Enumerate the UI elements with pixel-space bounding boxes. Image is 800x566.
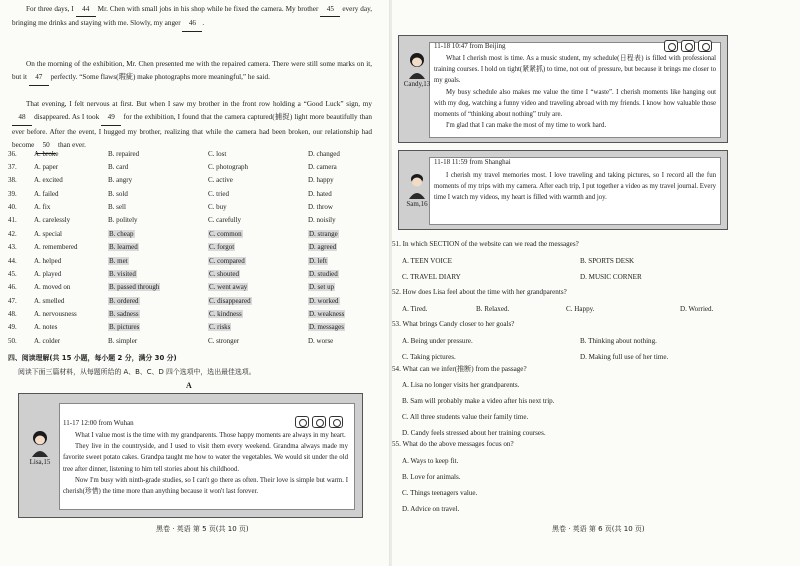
option-cell [308,190,378,198]
message-body [434,170,716,204]
option-cell [8,176,34,184]
option-d[interactable]: D. happy [308,176,334,185]
option-c[interactable]: C. photograph [208,163,249,172]
option-b[interactable]: B. cheap [109,229,134,238]
option-cell [34,190,108,198]
option-c[interactable]: C. went away [209,283,248,292]
option-d[interactable]: D. changed [308,149,340,158]
like-icon[interactable] [295,416,309,428]
answer-option-a[interactable]: A. Ways to keep fit. [402,457,459,465]
option-cell [8,257,34,265]
option-cell [208,297,308,305]
option-cell [208,283,308,291]
option-b[interactable]: B. repaired [108,149,140,158]
option-cell [108,337,208,345]
option-c[interactable]: C. risks [209,323,231,332]
option-c[interactable]: C. forgot [209,243,235,252]
question-number: 44. [8,256,17,265]
passage-letter: A [186,381,192,390]
question-number: 37. [8,163,17,172]
option-c[interactable]: C. stronger [208,336,240,345]
option-d[interactable]: D. agreed [309,243,337,252]
option-a[interactable]: A. played [34,269,62,278]
message-header: 11-18 10:47 from Beijing [434,42,506,50]
option-cell [108,163,208,171]
option-cell [308,216,378,224]
question-stem: 52. How does Lisa feel about the time with her grandparents? [392,288,567,296]
message-actions [664,40,712,52]
option-cell [108,310,208,318]
option-cell [208,310,308,318]
question-stem: 55. What do the above messages focus on? [392,440,514,448]
profile-name: Candy,13 [403,80,431,88]
answer-option-c[interactable]: C. All three students value their family time. [402,413,529,421]
answer-option-b[interactable]: B. Sam will probably make a video after his next trip. [402,397,555,405]
option-cell [308,283,378,291]
option-cell [34,243,108,251]
page-footer-left: 黑卷 · 英语 第 5 页(共 10 页) [156,525,249,533]
text: than ever. [56,141,86,150]
question-number: 50. [8,336,17,345]
option-d[interactable]: D. messages [309,323,344,332]
message-header: 11-17 12:00 from Wuhan [63,419,134,427]
message-paragraph: My busy schedule also makes me value the time I “waste”. I cherish moments like hanging out with my dog, watching a funny video and traveling abroad with my friends. I know how valuable those moments of “thinking about nothing” truly are. [434,88,716,119]
option-d[interactable]: D. noisily [308,216,336,225]
option-cell [108,243,208,251]
message-paragraph: What I cherish most is time. As a music student, my schedule(日程表) is filled with professional training courses. I hold on tight(紧紧抓) to time, not out of pressure, but because it brings me closer to my goals. [434,55,716,85]
option-row [8,147,378,160]
option-a[interactable]: A. carelessly [34,216,71,225]
question-number: 39. [8,189,17,198]
message-paragraph: What I value most is the time with my grandparents. Those happy moments are always in my heart. [75,432,346,439]
text: every day, bringing me drinks and staying with me. Slowly, my anger [12,5,373,28]
option-row [8,187,378,200]
answer-option-b[interactable]: B. SPORTS DESK [580,257,635,265]
option-cell [34,270,108,278]
person-icon [405,52,429,80]
option-cell [308,243,378,251]
answer-option-d[interactable]: D. Worried. [680,305,714,313]
option-row [8,334,378,347]
answer-option-b[interactable]: B. Love for animals. [402,473,461,481]
text: On the morning of the exhibition, Mr. Chen presented me with the repaired camera. There were still some marks on it, but it [12,60,372,82]
option-b[interactable]: B. pictures [109,323,140,332]
text: perfectly. “Some flaws(瑕疵) make photographs more meaningful,” he said. [48,73,270,82]
answer-option-a[interactable]: A. Tired. [402,305,428,313]
option-cell [108,150,208,158]
question-number: 43. [8,243,17,252]
option-c[interactable]: C. common [209,229,242,238]
option-b[interactable]: B. sold [108,189,128,198]
option-cell [308,230,378,238]
option-row [8,254,378,267]
option-c[interactable]: C. carefully [208,216,242,225]
option-b[interactable]: B. sadness [109,309,139,318]
profile-sam [397,172,437,208]
passage-paragraph-3 [12,98,372,154]
option-b[interactable]: B. sell [108,203,126,212]
option-cell [108,190,208,198]
option-cell [34,216,108,224]
option-cell [34,203,108,211]
option-cell [208,323,308,331]
option-cell [34,337,108,345]
option-d[interactable]: D. strange [309,229,338,238]
option-cell [308,257,378,265]
option-cell [34,257,108,265]
option-row [8,307,378,320]
option-cell [8,297,34,305]
message-paragraph: Now I'm busy with ninth-grade studies, so I can't go there as often. Their love is simple but warm. I cherish(珍惜) the time more than anything because it won't last forever. [63,476,348,496]
answer-option-c[interactable]: C. Happy. [566,305,595,313]
text: for the exhibition, I found that the camera captured(捕捉) light more beautifully than ever before. After the event, I hugged my brother, realizing that while the camera had been broken, our relationship had become [12,113,372,150]
option-c[interactable]: C. compared [209,256,245,265]
option-cell [208,150,308,158]
option-a[interactable]: A. broke [34,149,59,158]
answer-option-c[interactable]: C. Things teenagers value. [402,489,478,497]
option-d[interactable]: D. weakness [309,309,345,318]
question-stem: 53. What brings Candy closer to her goals? [392,320,515,328]
cloze-options-table [8,147,378,347]
option-row [8,227,378,240]
option-cell [108,283,208,291]
option-a[interactable]: A. paper [34,163,59,172]
option-cell [34,297,108,305]
option-cell [8,243,34,251]
option-cell [34,150,108,158]
share-icon[interactable] [698,40,712,52]
option-cell [8,150,34,158]
option-c[interactable]: C. tried [208,189,229,198]
option-row [8,321,378,334]
answer-option-c[interactable]: C. TRAVEL DIARY [402,273,461,281]
option-cell [308,150,378,158]
option-a[interactable]: A. fix [34,203,51,212]
like-icon[interactable] [664,40,678,52]
person-icon [405,172,429,200]
option-row [8,200,378,213]
option-cell [8,203,34,211]
question-number: 42. [8,229,17,238]
text: Mr. Chen with small jobs in his shop while he fixed the camera. My brother [95,5,321,13]
option-a[interactable]: A. helped [34,256,62,265]
option-cell [34,310,108,318]
option-c[interactable]: C. lost [208,149,227,158]
option-cell [8,323,34,331]
option-a[interactable]: A. nervousness [34,309,77,318]
profile-lisa [20,430,60,466]
text: For three days, I [26,5,76,13]
question-stem: 51. In which SECTION of the website can we read the messages? [392,240,579,248]
answer-option-c[interactable]: C. Taking pictures. [402,353,456,361]
option-cell [34,176,108,184]
option-cell [108,216,208,224]
option-cell [208,257,308,265]
option-cell [108,297,208,305]
blank-44[interactable]: 44 [76,3,96,17]
option-b[interactable]: B. simpler [108,336,138,345]
option-b[interactable]: B. passed through [109,283,160,292]
option-cell [308,337,378,345]
option-row [8,267,378,280]
option-d[interactable]: D. camera [308,163,337,172]
section-instruction: 阅读下面三篇材料，从每题所给的 A、B、C、D 四个选项中，选出最佳选项。 [18,368,256,376]
option-cell [108,257,208,265]
option-cell [108,176,208,184]
answer-option-b[interactable]: B. Thinking about nothing. [580,337,657,345]
page-footer-right: 黑卷 · 英语 第 6 页(共 10 页) [552,525,645,533]
answer-option-d[interactable]: D. Advice on travel. [402,505,460,513]
answer-option-b[interactable]: B. Relaxed. [476,305,510,313]
option-row [8,294,378,307]
option-cell [308,270,378,278]
question-number: 49. [8,323,17,332]
option-c[interactable]: C. disappeared [209,296,251,305]
blank-49[interactable]: 49 [101,111,121,125]
option-d[interactable]: D. worked [309,296,339,305]
option-cell [308,297,378,305]
question-number: 48. [8,309,17,318]
option-row [8,241,378,254]
message-paragraph: I'm glad that I can make the most of my time to work hard. [446,122,607,130]
answer-option-d[interactable]: D. Candy feels stressed about her training courses. [402,429,546,437]
option-d[interactable]: D. set up [309,283,335,292]
option-cell [208,270,308,278]
share-icon[interactable] [329,416,343,428]
option-row [8,160,378,173]
option-cell [8,270,34,278]
option-cell [208,216,308,224]
option-cell [8,163,34,171]
comment-icon[interactable] [681,40,695,52]
option-cell [8,230,34,238]
option-cell [308,176,378,184]
option-b[interactable]: B. met [109,256,128,265]
blank-47[interactable]: 47 [29,71,49,85]
option-b[interactable]: B. angry [108,176,133,185]
text: disappeared. As I took [32,113,102,122]
person-icon [28,430,52,458]
section-title: 四、阅读理解(共 15 小题，每小题 2 分，满分 30 分) [8,354,177,362]
option-cell [34,230,108,238]
option-b[interactable]: B. visited [109,269,136,278]
passage-paragraph-2 [12,58,372,86]
option-b[interactable]: B. learned [109,243,138,252]
option-b[interactable]: B. politely [108,216,138,225]
message-body [434,53,716,131]
option-cell [108,230,208,238]
option-c[interactable]: C. active [208,176,233,185]
option-cell [208,190,308,198]
option-cell [8,337,34,345]
answer-option-a[interactable]: A. Being under pressure. [402,337,473,345]
blank-50[interactable]: 50 [36,139,56,153]
comment-icon[interactable] [312,416,326,428]
option-cell [308,163,378,171]
message-actions [295,416,343,428]
answer-option-d[interactable]: D. Making full use of her time. [580,353,669,361]
option-a[interactable]: A. smelled [34,296,65,305]
option-a[interactable]: A. moved on [34,283,71,292]
option-row [8,281,378,294]
message-paragraph: I cherish my travel memories most. I love traveling and taking pictures, so I record all the fun moments of my trips with my camera. After each trip, I put together a video as my travel journal. Every time I watch my videos, my heart is filled with warmth and joy. [434,172,716,202]
question-number: 46. [8,283,17,292]
option-cell [308,310,378,318]
answer-option-d[interactable]: D. MUSIC CORNER [580,273,642,281]
option-cell [208,230,308,238]
option-d[interactable]: D. throw [308,203,333,212]
option-cell [108,270,208,278]
option-row [8,174,378,187]
option-a[interactable]: A. special [34,229,62,238]
option-a[interactable]: A. colder [34,336,61,345]
question-stem: 54. What can we infer(推断) from the passage? [392,365,527,373]
option-cell [34,323,108,331]
option-cell [208,163,308,171]
question-number: 45. [8,269,17,278]
option-cell [34,283,108,291]
option-cell [208,203,308,211]
option-c[interactable]: C. shouted [209,269,239,278]
blank-46[interactable]: 46 [182,17,202,31]
option-cell [8,190,34,198]
option-a[interactable]: A. excited [34,176,63,185]
question-number: 41. [8,216,17,225]
option-b[interactable]: B. card [108,163,129,172]
option-cell [34,163,108,171]
answer-option-a[interactable]: A. TEEN VOICE [402,257,452,265]
option-cell [8,283,34,291]
blank-48[interactable]: 48 [12,111,32,125]
option-cell [8,216,34,224]
text: That evening, I felt nervous at first. But when I saw my brother in the front row holding a “Good Luck” sign, my [26,100,372,108]
option-row [8,214,378,227]
question-number: 47. [8,296,17,305]
option-cell [8,310,34,318]
blank-45[interactable]: 45 [320,3,340,17]
answer-option-a[interactable]: A. Lisa no longer visits her grandparents. [402,381,520,389]
option-a[interactable]: A. failed [34,189,59,198]
option-c[interactable]: C. kindness [209,309,242,318]
question-number: 40. [8,203,17,212]
option-cell [108,323,208,331]
option-a[interactable]: A. notes [34,323,58,332]
profile-candy [397,52,437,88]
profile-name: Sam,16 [406,200,428,208]
text: . [202,19,205,28]
option-cell [208,176,308,184]
option-d[interactable]: D. hated [308,189,332,198]
profile-name: Lisa,15 [29,458,51,466]
question-number: 36. [8,149,17,158]
option-d[interactable]: D. left [309,256,327,265]
option-cell [208,337,308,345]
message-header: 11-18 11:59 from Shanghai [434,158,511,166]
message-body [63,430,348,497]
option-d[interactable]: D. studied [309,269,338,278]
option-cell [308,203,378,211]
question-number: 38. [8,176,17,185]
message-paragraph: They live in the countryside, and I used to visit them every weekend. Grandma always made my favorite sweet potato cakes. Grandpa taught me how to water the vegetables. We would sit under the old tree after dinner, listening to him tell stories about his childhood. [63,443,348,473]
option-a[interactable]: A. remembered [34,243,78,252]
option-b[interactable]: B. ordered [109,296,139,305]
option-c[interactable]: C. buy [208,203,227,212]
option-cell [208,243,308,251]
option-d[interactable]: D. worse [308,336,334,345]
option-cell [308,323,378,331]
passage-paragraph-1 [12,3,372,32]
option-cell [108,203,208,211]
